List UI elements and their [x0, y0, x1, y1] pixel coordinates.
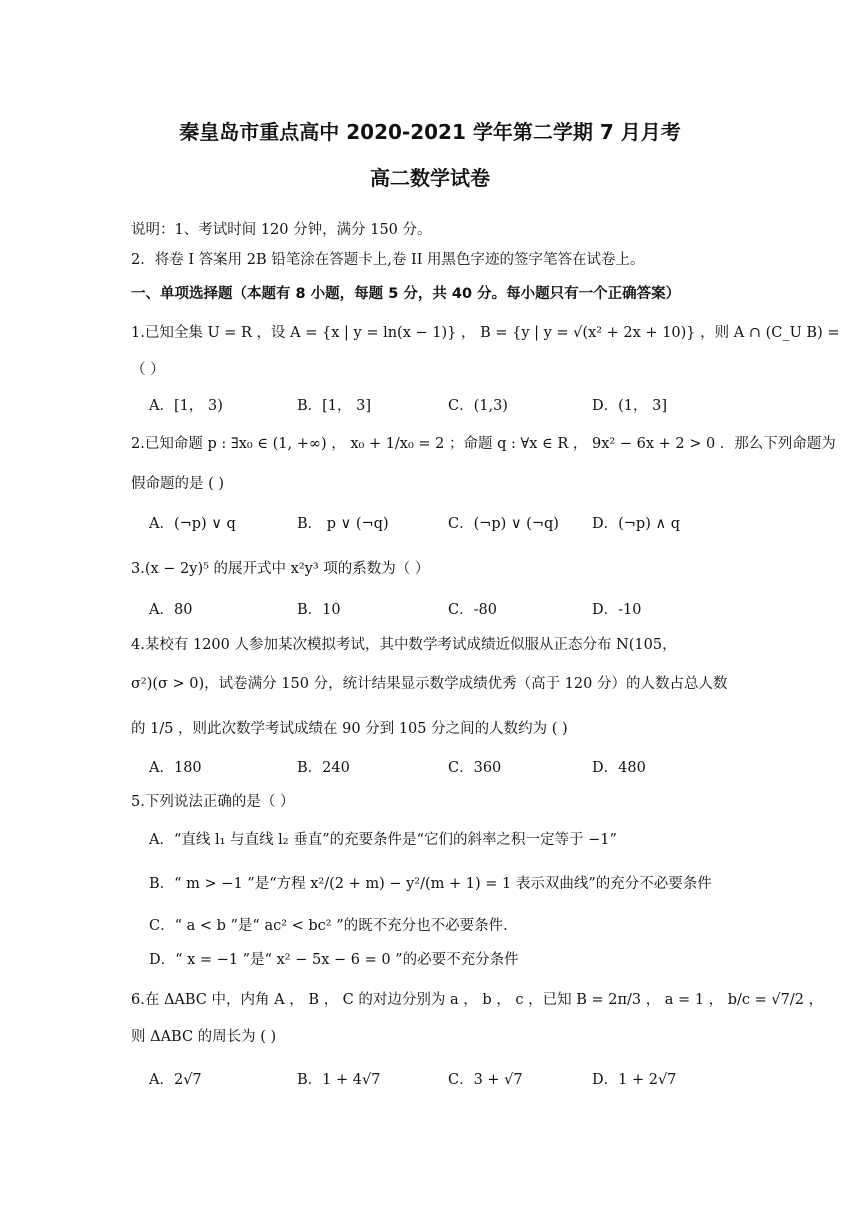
note-answer: 2．将卷 I 答案用 2B 铅笔涂在答题卡上,卷 II 用黑色字迹的签字笔答在试卷上。 — [131, 252, 645, 268]
question-2-stem: 2.已知命题 p : ∃x₀ ∈ (1, +∞) ， x₀ + 1/x₀ = 2 ；命题 q : ∀x ∈ R ， 9x² − 6x + 2 > 0 ．那么下列命题为 — [131, 436, 836, 452]
question-5-option-b: B．“ m > −1 ”是“方程 x²/(2 + m) − y²/(m + 1) = 1 表示双曲线”的充分不必要条件 — [149, 876, 712, 892]
option-c: C．3 + √7 — [448, 1072, 523, 1088]
option-b: B．10 — [297, 602, 341, 618]
question-5-option-c: C．“ a < b ”是“ ac² < bc² ”的既不充分也不必要条件. — [149, 918, 508, 934]
question-1-stem: 1.已知全集 U = R ，设 A = {x | y = ln(x − 1)} ， B = {y | y = √(x² + 2x + 10)} ，则 A ∩ (C_U B) = — [131, 325, 840, 341]
option-a: A．2√7 — [149, 1072, 202, 1088]
option-a: A．180 — [149, 760, 202, 776]
option-d: D．480 — [592, 760, 646, 776]
section-heading: 一、单项选择题（本题有 8 小题，每题 5 分，共 40 分。每小题只有一个正确答案） — [131, 286, 681, 302]
option-b: B．1 + 4√7 — [297, 1072, 381, 1088]
question-5-option-a: A．“直线 l₁ 与直线 l₂ 垂直”的充要条件是“它们的斜率之积一定等于 −1” — [149, 832, 617, 848]
question-3-stem: 3.(x − 2y)⁵ 的展开式中 x²y³ 项的系数为（ ） — [131, 561, 430, 577]
option-b: B． p ∨ (¬q) — [297, 516, 389, 532]
question-5-stem: 5.下列说法正确的是（ ） — [131, 794, 295, 810]
question-4-stem-cont-2: 的 1/5 ，则此次数学考试成绩在 90 分到 105 分之间的人数约为 ( ) — [131, 721, 568, 737]
option-a: A．80 — [149, 602, 193, 618]
option-a: A．[1， 3) — [149, 398, 223, 414]
question-2-stem-cont: 假命题的是 ( ) — [131, 476, 225, 492]
question-6-stem-cont: 则 ΔABC 的周长为 ( ) — [131, 1029, 277, 1045]
note-time: 说明：1、考试时间 120 分钟，满分 150 分。 — [131, 222, 432, 238]
exam-subtitle: 高二数学试卷 — [370, 166, 490, 190]
option-a: A．(¬p) ∨ q — [149, 516, 236, 532]
option-c: C．360 — [448, 760, 502, 776]
question-6-stem: 6.在 ΔABC 中，内角 A ， B ， C 的对边分别为 a ， b ， c ，已知 B = 2π/3 ， a = 1 ， b/c = √7/2 ， — [131, 992, 824, 1008]
option-d: D．-10 — [592, 602, 642, 618]
option-d: D．(1， 3] — [592, 398, 667, 414]
exam-title: 秦皇岛市重点高中 2020-2021 学年第二学期 7 月月考 — [179, 120, 681, 144]
option-c: C．(¬p) ∨ (¬q) — [448, 516, 559, 532]
question-4-stem-cont: σ²)(σ > 0)，试卷满分 150 分，统计结果显示数学成绩优秀（高于 120 分）的人数占总人数 — [131, 676, 728, 692]
question-4-stem: 4.某校有 1200 人参加某次模拟考试，其中数学考试成绩近似服从正态分布 N(105， — [131, 637, 677, 653]
option-c: C．-80 — [448, 602, 497, 618]
option-c: C．(1,3) — [448, 398, 508, 414]
question-1-blank: （ ） — [131, 362, 165, 378]
option-b: B．[1， 3] — [297, 398, 372, 414]
option-b: B．240 — [297, 760, 350, 776]
option-d: D．(¬p) ∧ q — [592, 516, 680, 532]
question-5-option-d: D．“ x = −1 ”是“ x² − 5x − 6 = 0 ”的必要不充分条件 — [149, 952, 519, 968]
option-d: D．1 + 2√7 — [592, 1072, 677, 1088]
